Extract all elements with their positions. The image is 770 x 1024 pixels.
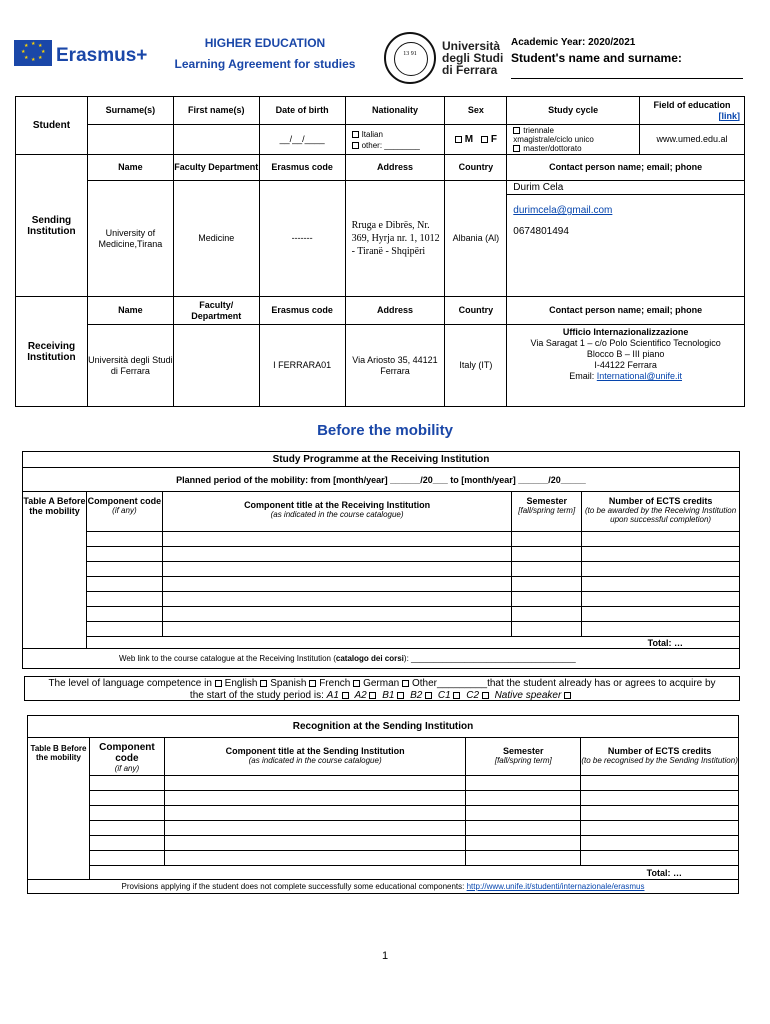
receiving-country-header: Country bbox=[445, 297, 507, 325]
table-b-ects-header: Number of ECTS credits bbox=[607, 746, 712, 756]
nationality-header: Nationality bbox=[345, 97, 445, 125]
table-row[interactable] bbox=[23, 547, 740, 562]
french-checkbox[interactable] bbox=[309, 680, 316, 687]
receiving-country-value: Italy (IT) bbox=[445, 325, 507, 407]
receiving-office: Ufficio Internazionalizzazione bbox=[562, 327, 689, 337]
firstname-field[interactable] bbox=[173, 125, 259, 155]
level-b2-checkbox[interactable] bbox=[425, 692, 432, 699]
provisions-link[interactable]: http://www.unife.it/studenti/internazionale/erasmus bbox=[466, 882, 645, 891]
info-table: Student Surname(s) First name(s) Date of birth Nationality Sex Study cycle Field of education [link] __/__/____ Italian other: ________ M F triennale xmagistrale/ciclo unico master/dottorato www.umed.edu.al Sending Institution Name Faculty Department Erasmus code Address Country Contact person name; email; phone University of Medicine,Tirana Medicine ------- Rruga e Dibrës, Nr. 369, Hyrja nr. 1, 1012 - Tiranë - Shqipëri Albania (Al) Durim Cela durimcela@gmail.com 0674801494 Receiving Institution Name Faculty/ Department Erasmus code Address Country Contact person name; email; phone Università degli Studi di Ferrara I FERRARA01 Via Ariosto 35, 44121 Ferrara Italy (IT) Ufficio Internazionalizzazione Via Saragat 1 – c/o Polo Scientifico Tecnologico Blocco B – III piano I-44122 Ferrara Email: International@unife.it bbox=[15, 96, 745, 407]
sending-contact-name: Durim Cela bbox=[507, 181, 745, 195]
receiving-name-value: Università degli Studi di Ferrara bbox=[87, 325, 173, 407]
sending-address-header: Address bbox=[345, 155, 445, 181]
cycle-magistrale-mark[interactable]: x bbox=[513, 135, 518, 144]
table-row[interactable] bbox=[23, 622, 740, 637]
dob-header: Date of birth bbox=[259, 97, 345, 125]
field-value: www.umed.edu.al bbox=[640, 125, 745, 155]
table-b-total: Total: … bbox=[89, 866, 738, 880]
sending-contact-phone: 0674801494 bbox=[513, 226, 569, 237]
page-number: 1 bbox=[381, 950, 389, 962]
table-a-semester-header: Semester bbox=[526, 496, 567, 506]
receiving-office-line3: I-44122 Ferrara bbox=[594, 360, 657, 370]
university-name: Università degli Studi di Ferrara bbox=[442, 39, 504, 77]
table-row[interactable] bbox=[28, 776, 739, 791]
study-cycle-header: Study cycle bbox=[507, 97, 640, 125]
receiving-faculty-field[interactable] bbox=[173, 325, 259, 407]
sending-code-value: ------- bbox=[259, 181, 345, 297]
table-a-code-header: Component code bbox=[87, 496, 162, 506]
table-a-total: Total: … bbox=[86, 637, 739, 649]
sending-name-header: Name bbox=[87, 155, 173, 181]
level-b1-checkbox[interactable] bbox=[397, 692, 404, 699]
table-row[interactable] bbox=[23, 532, 740, 547]
italian-checkbox[interactable] bbox=[352, 131, 359, 138]
table-a-ects-header: Number of ECTS credits bbox=[608, 496, 713, 506]
receiving-code-value: I FERRARA01 bbox=[259, 325, 345, 407]
sending-code-header: Erasmus code bbox=[259, 155, 345, 181]
cycle-master-checkbox[interactable] bbox=[513, 145, 520, 152]
table-row[interactable] bbox=[28, 806, 739, 821]
receiving-faculty-header: Faculty/ Department bbox=[173, 297, 259, 325]
table-row[interactable] bbox=[28, 851, 739, 866]
table-b-title-header: Component title at the Sending Institution bbox=[225, 746, 405, 756]
receiving-office-line1: Via Saragat 1 – c/o Polo Scientifico Tecnologico bbox=[530, 338, 721, 348]
sending-country-header: Country bbox=[445, 155, 507, 181]
doc-title: HIGHER EDUCATION bbox=[204, 36, 326, 50]
english-checkbox[interactable] bbox=[215, 680, 222, 687]
receiving-address-header: Address bbox=[345, 297, 445, 325]
receiving-office-line2: Blocco B – III piano bbox=[586, 349, 665, 359]
receiving-contact-header: Contact person name; email; phone bbox=[507, 297, 745, 325]
firstnames-header: First name(s) bbox=[173, 97, 259, 125]
sending-faculty-value: Medicine bbox=[173, 181, 259, 297]
sex-header: Sex bbox=[445, 97, 507, 125]
receiving-email-link[interactable]: International@unife.it bbox=[596, 371, 682, 381]
level-a2-checkbox[interactable] bbox=[369, 692, 376, 699]
table-row[interactable] bbox=[23, 607, 740, 622]
receiving-address-value: Via Ariosto 35, 44121 Ferrara bbox=[345, 325, 445, 407]
receiving-name-header: Name bbox=[87, 297, 173, 325]
field-header: Field of education bbox=[653, 99, 731, 110]
table-b-semester-header: Semester bbox=[503, 746, 544, 756]
before-mobility-heading: Before the mobility bbox=[317, 422, 453, 439]
university-seal-icon: 13 91 bbox=[384, 32, 436, 84]
sending-country-value: Albania (Al) bbox=[445, 181, 507, 297]
level-c2-checkbox[interactable] bbox=[482, 692, 489, 699]
student-name-label: Student's name and surname: bbox=[511, 51, 682, 65]
field-link[interactable]: [link] bbox=[718, 110, 740, 121]
table-b: Recognition at the Sending Institution Table B Before the mobility Component code (if any) Component title at the Sending Institution (as indicated in the course catalogue) Semester [fall/spring term] Number of ECTS credits (to be recognised by the Sending Institution) Total: … Provisions applying if the student does not complete successfully some educational components: http://www.unife.it/studenti/internazionale/erasmus bbox=[27, 715, 739, 894]
table-a-weblink[interactable]: Web link to the course catalogue at the Receiving Institution (catalogo dei corsi): _____________________________________ bbox=[23, 649, 740, 669]
table-row[interactable] bbox=[23, 562, 740, 577]
sending-address-value: Rruga e Dibrës, Nr. 369, Hyrja nr. 1, 1012 - Tiranë - Shqipëri bbox=[345, 181, 445, 297]
level-a1-checkbox[interactable] bbox=[342, 692, 349, 699]
table-row[interactable] bbox=[28, 821, 739, 836]
table-b-label: Table B Before the mobility bbox=[28, 738, 90, 880]
native-speaker-checkbox[interactable] bbox=[564, 692, 571, 699]
table-a-label: Table A Before the mobility bbox=[23, 492, 87, 649]
table-a-period[interactable]: Planned period of the mobility: from [month/year] ______/20___ to [month/year] ______/20_____ bbox=[23, 468, 740, 492]
sending-faculty-header: Faculty Department bbox=[173, 155, 259, 181]
spanish-checkbox[interactable] bbox=[260, 680, 267, 687]
language-competence: The level of language competence in English Spanish French German Other_________that the student already has or agrees to acquire by the start of the study period is: A1 A2 B1 B2 C1 C2 Native speaker bbox=[24, 676, 740, 701]
other-checkbox[interactable] bbox=[352, 142, 359, 149]
academic-year: Academic Year: 2020/2021 bbox=[511, 37, 636, 48]
sex-m-checkbox[interactable] bbox=[455, 136, 462, 143]
sending-name-value: University of Medicine,Tirana bbox=[87, 181, 173, 297]
cycle-triennale-checkbox[interactable] bbox=[513, 127, 520, 134]
other-language-checkbox[interactable] bbox=[402, 680, 409, 687]
table-b-code-header: Component code bbox=[99, 742, 155, 764]
sending-contact-email[interactable]: durimcela@gmail.com bbox=[513, 205, 613, 216]
table-row[interactable] bbox=[28, 836, 739, 851]
doc-subtitle: Learning Agreement for studies bbox=[174, 57, 356, 71]
table-a-title-header: Component title at the Receiving Institution bbox=[244, 500, 431, 510]
table-a-title: Study Programme at the Receiving Institution bbox=[23, 452, 740, 468]
level-c1-checkbox[interactable] bbox=[453, 692, 460, 699]
sex-f-checkbox[interactable] bbox=[481, 136, 488, 143]
table-b-title: Recognition at the Sending Institution bbox=[28, 716, 739, 738]
table-b-provisions: Provisions applying if the student does not complete successfully some educational components: http://www.unife.it/studenti/internazionale/erasmus bbox=[28, 880, 739, 894]
erasmus-logo-text: Erasmus+ bbox=[56, 45, 148, 66]
sending-contact-header: Contact person name; email; phone bbox=[507, 155, 745, 181]
surnames-header: Surname(s) bbox=[87, 97, 173, 125]
table-row[interactable] bbox=[28, 791, 739, 806]
sending-label: Sending Institution bbox=[16, 155, 88, 297]
german-checkbox[interactable] bbox=[353, 680, 360, 687]
receiving-code-header: Erasmus code bbox=[259, 297, 345, 325]
table-row[interactable] bbox=[23, 592, 740, 607]
table-a: Study Programme at the Receiving Institution Planned period of the mobility: from [month/year] ______/20___ to [month/year] ______/20_____ Table A Before the mobility Component code (if any) Component title at the Receiving Institution (as indicated in the course catalogue) Semester [fall/spring term] Number of ECTS credits (to be awarded by the Receiving Institution upon successful completion) Total: … Web link to the course catalogue at the Receiving Institution (catalogo dei corsi): _____________________________________ bbox=[22, 451, 740, 669]
student-label: Student bbox=[16, 97, 88, 155]
receiving-label: Receiving Institution bbox=[16, 297, 88, 407]
table-row[interactable] bbox=[23, 577, 740, 592]
surname-field[interactable] bbox=[87, 125, 173, 155]
student-name-field[interactable] bbox=[511, 70, 743, 79]
dob-field[interactable]: __/__/____ bbox=[259, 125, 345, 155]
eu-flag-logo: ★ ★ ★ ★ ★ ★ ★ ★ bbox=[14, 40, 52, 66]
